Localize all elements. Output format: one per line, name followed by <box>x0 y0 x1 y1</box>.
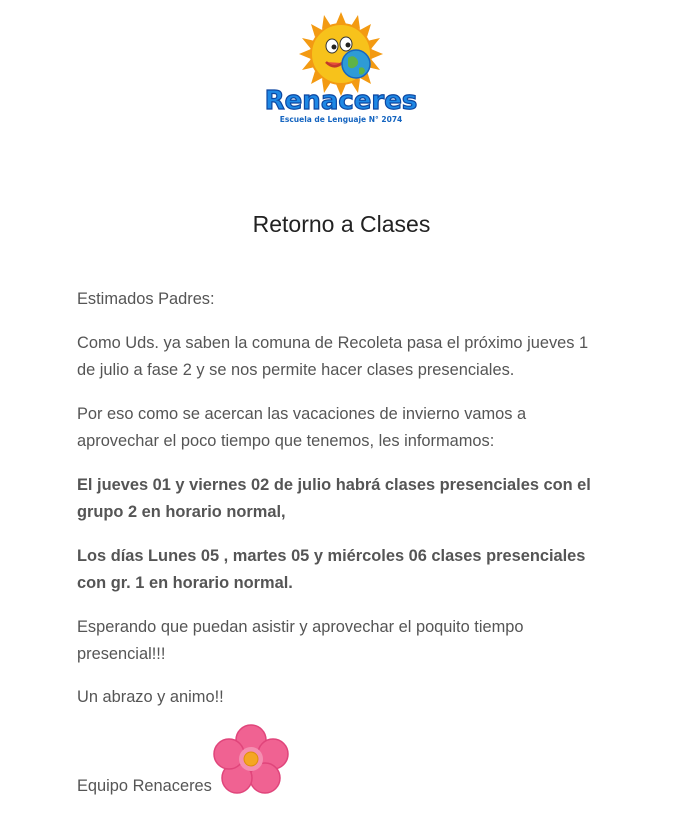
logo-brand-text: Renaceres <box>264 86 418 116</box>
page-title: Retorno a Clases <box>252 211 431 237</box>
body-paragraph: Por eso como se acercan las vacaciones de invierno vamos a aprovechar el poco tiempo que tenemos, les informamos: <box>77 405 527 450</box>
signature <box>77 718 377 798</box>
bold-notice-paragraph: El jueves 01 y viernes 02 de julio habrá clases presenciales con el grupo 2 en horario normal, <box>77 476 591 521</box>
school-logo <box>262 8 420 130</box>
sun-globe-logo-icon <box>262 8 420 130</box>
article-body <box>77 286 607 711</box>
logo-subtitle-text: Escuela de Lenguaje N° 2074 <box>279 115 403 124</box>
body-paragraph: Como Uds. ya saben la comuna de Recoleta pasa el próximo jueves 1 de julio a fase 2 y se nos permite hacer clases presenciales. <box>77 334 589 379</box>
signature-text: Equipo Renaceres <box>77 777 212 795</box>
closing-paragraph: Un abrazo y animo!! <box>77 688 224 706</box>
bold-notice-paragraph: Los días Lunes 05 , martes 05 y miércoles 06 clases presenciales con gr. 1 en horario normal. <box>77 547 586 592</box>
body-paragraph: Esperando que puedan asistir y aprovechar el poquito tiempo presencial!!! <box>77 618 524 663</box>
hibiscus-flower-icon <box>213 722 289 794</box>
greeting-paragraph: Estimados Padres: <box>77 290 215 308</box>
